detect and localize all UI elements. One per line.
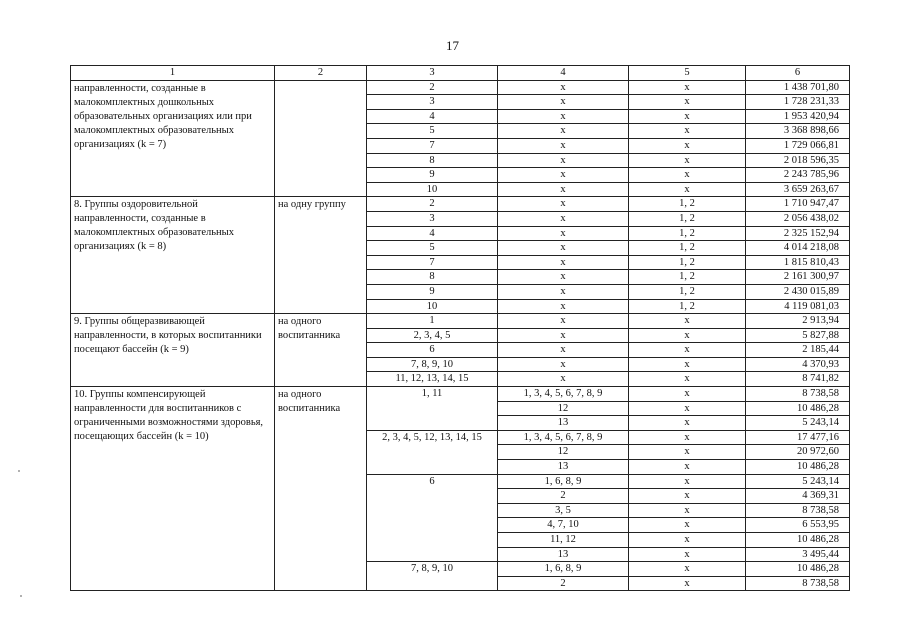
cell-col6-value: 2 161 300,97 [746,270,850,285]
cell-col4: х [498,343,629,358]
group-unit: на одну группу [275,197,367,314]
cell-col5: 1, 2 [629,270,746,285]
cell-col6-value: 10 486,28 [746,401,850,416]
cell-col5: х [629,168,746,183]
cell-col4: 13 [498,547,629,562]
cell-col3: 7, 8, 9, 10 [367,562,498,591]
cell-col5: х [629,95,746,110]
cell-col5: х [629,387,746,402]
cell-col5: х [629,518,746,533]
cell-col3: 10 [367,299,498,314]
column-header: 6 [746,66,850,81]
cell-col4: х [498,95,629,110]
cell-col6-value: 2 430 015,89 [746,284,850,299]
cell-col4: х [498,197,629,212]
cell-col6-value: 1 728 231,33 [746,95,850,110]
cell-col6-value: 10 486,28 [746,533,850,548]
cell-col6-value: 1 438 701,80 [746,80,850,95]
cell-col5: х [629,80,746,95]
cell-col4: 1, 6, 8, 9 [498,474,629,489]
cell-col3: 5 [367,241,498,256]
cell-col6-value: 1 729 066,81 [746,138,850,153]
cell-col3: 4 [367,109,498,124]
page-number: 17 [446,38,459,53]
cell-col4: х [498,168,629,183]
cell-col4: х [498,357,629,372]
cell-col4: х [498,372,629,387]
group-unit: на одного воспитанника [275,387,367,591]
cell-col3: 6 [367,474,498,562]
cell-col5: х [629,343,746,358]
cell-col5: х [629,416,746,431]
cell-col4: 13 [498,416,629,431]
cell-col4: х [498,270,629,285]
cell-col5: 1, 2 [629,197,746,212]
cell-col3: 2, 3, 4, 5, 12, 13, 14, 15 [367,430,498,474]
cell-col3: 7 [367,255,498,270]
cell-col6-value: 20 972,60 [746,445,850,460]
cell-col6-value: 2 243 785,96 [746,168,850,183]
group-unit [275,80,367,197]
cell-col4: х [498,328,629,343]
cell-col4: х [498,284,629,299]
column-header: 2 [275,66,367,81]
cell-col4: 3, 5 [498,503,629,518]
cell-col6-value: 4 369,31 [746,489,850,504]
cell-col5: х [629,357,746,372]
cell-col4: 12 [498,401,629,416]
cell-col3: 8 [367,153,498,168]
cell-col5: х [629,576,746,591]
cell-col6-value: 2 056 438,02 [746,211,850,226]
cell-col3: 3 [367,95,498,110]
cell-col5: 1, 2 [629,211,746,226]
cell-col6-value: 1 953 420,94 [746,109,850,124]
cell-col5: х [629,503,746,518]
cell-col6-value: 10 486,28 [746,460,850,475]
cell-col5: х [629,489,746,504]
cell-col4: 1, 6, 8, 9 [498,562,629,577]
cell-col6-value: 3 368 898,66 [746,124,850,139]
cell-col5: х [629,124,746,139]
cell-col5: 1, 2 [629,284,746,299]
cell-col6-value: 2 018 596,35 [746,153,850,168]
cell-col5: х [629,182,746,197]
cell-col4: 1, 3, 4, 5, 6, 7, 8, 9 [498,430,629,445]
cell-col6-value: 10 486,28 [746,562,850,577]
cell-col3: 6 [367,343,498,358]
cell-col6-value: 5 243,14 [746,416,850,431]
cell-col5: х [629,372,746,387]
cell-col4: 11, 12 [498,533,629,548]
cell-col3: 8 [367,270,498,285]
cell-col6-value: 17 477,16 [746,430,850,445]
cell-col6-value: 4 119 081,03 [746,299,850,314]
column-header: 1 [71,66,275,81]
cell-col6-value: 2 913,94 [746,314,850,329]
cell-col5: х [629,153,746,168]
cell-col6-value: 8 738,58 [746,503,850,518]
column-header: 5 [629,66,746,81]
column-header: 4 [498,66,629,81]
cell-col5: х [629,109,746,124]
cell-col6-value: 8 738,58 [746,576,850,591]
cell-col5: 1, 2 [629,299,746,314]
scan-speck [18,470,20,472]
cell-col3: 9 [367,168,498,183]
cell-col5: х [629,328,746,343]
cell-col6-value: 3 495,44 [746,547,850,562]
cell-col5: 1, 2 [629,255,746,270]
cell-col6-value: 5 827,88 [746,328,850,343]
cell-col4: 2 [498,576,629,591]
group-name: 8. Группы оздоровительной направленности, созданные в малокомплектных образовательных организациях (k = 8) [71,197,275,314]
cell-col3: 2 [367,80,498,95]
cell-col3: 7, 8, 9, 10 [367,357,498,372]
table-row [71,197,850,212]
cell-col4: х [498,182,629,197]
cell-col3: 1, 11 [367,387,498,431]
cell-col3: 7 [367,138,498,153]
scan-speck [20,595,22,597]
cell-col3: 3 [367,211,498,226]
cell-col5: 1, 2 [629,241,746,256]
cell-col4: 12 [498,445,629,460]
cell-col6-value: 6 553,95 [746,518,850,533]
cell-col3: 2, 3, 4, 5 [367,328,498,343]
cell-col5: 1, 2 [629,226,746,241]
cell-col6-value: 1 710 947,47 [746,197,850,212]
table-row [71,314,850,329]
table-header-row [71,66,850,81]
cell-col5: х [629,474,746,489]
cell-col5: х [629,314,746,329]
cell-col4: 2 [498,489,629,504]
cell-col6-value: 4 370,93 [746,357,850,372]
cell-col6-value: 4 014 218,08 [746,241,850,256]
tariff-table [70,65,850,591]
cell-col4: 1, 3, 4, 5, 6, 7, 8, 9 [498,387,629,402]
cell-col5: х [629,562,746,577]
cell-col4: х [498,314,629,329]
cell-col4: х [498,124,629,139]
cell-col4: х [498,211,629,226]
cell-col4: 13 [498,460,629,475]
cell-col4: х [498,80,629,95]
cell-col4: х [498,138,629,153]
cell-col3: 11, 12, 13, 14, 15 [367,372,498,387]
cell-col5: х [629,401,746,416]
cell-col6-value: 8 738,58 [746,387,850,402]
cell-col6-value: 1 815 810,43 [746,255,850,270]
cell-col6-value: 3 659 263,67 [746,182,850,197]
cell-col3: 5 [367,124,498,139]
cell-col5: х [629,533,746,548]
cell-col4: х [498,255,629,270]
cell-col5: х [629,547,746,562]
cell-col3: 4 [367,226,498,241]
cell-col3: 10 [367,182,498,197]
table-row [71,80,850,95]
cell-col3: 1 [367,314,498,329]
group-name: направленности, созданные в малокомплектных дошкольных образовательных организациях или при малокомплектных образовательных организациях (k = 7) [71,80,275,197]
cell-col6-value: 8 741,82 [746,372,850,387]
group-unit: на одного воспитанника [275,314,367,387]
cell-col4: х [498,299,629,314]
cell-col3: 2 [367,197,498,212]
cell-col5: х [629,445,746,460]
cell-col4: х [498,153,629,168]
cell-col4: х [498,241,629,256]
cell-col5: х [629,430,746,445]
cell-col4: х [498,226,629,241]
cell-col4: х [498,109,629,124]
cell-col6-value: 5 243,14 [746,474,850,489]
table-row [71,387,850,402]
cell-col5: х [629,138,746,153]
group-name: 10. Группы компенсирующей направленности для воспитанников с ограниченными возможностями здоровья, посещающих бассейн (k = 10) [71,387,275,591]
group-name: 9. Группы общеразвивающей направленности, в которых воспитанники посещают бассейн (k = 9) [71,314,275,387]
cell-col3: 9 [367,284,498,299]
cell-col6-value: 2 325 152,94 [746,226,850,241]
cell-col5: х [629,460,746,475]
column-header: 3 [367,66,498,81]
cell-col6-value: 2 185,44 [746,343,850,358]
cell-col4: 4, 7, 10 [498,518,629,533]
